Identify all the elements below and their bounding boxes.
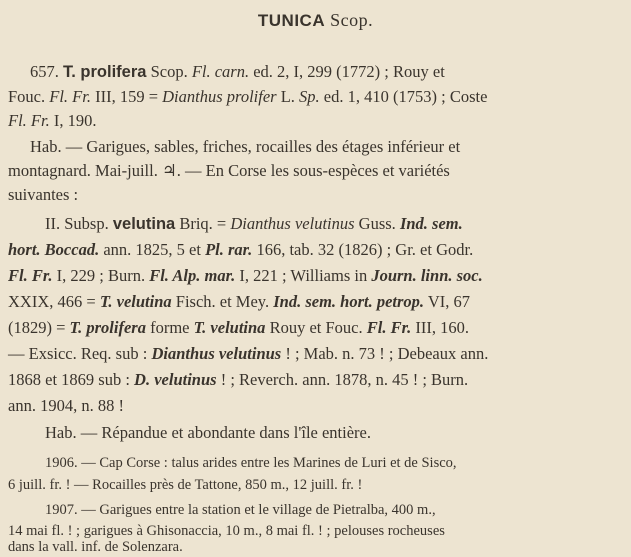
reference-detail: ed. 2, I, 299 (1772) ; Rouy et — [253, 62, 445, 81]
subsp-line-1 — [45, 214, 463, 234]
entry-657-line-2 — [8, 87, 487, 107]
text-segment: ed. 1, 410 (1753) ; Coste — [323, 87, 488, 106]
subsp-line-2 — [8, 240, 473, 260]
text-segment: I, 190. — [53, 111, 97, 130]
reference-title: hort. Boccad. — [8, 240, 100, 259]
text-segment: ann. 1825, 5 et — [103, 240, 201, 259]
reference-title: Sp. — [299, 87, 320, 106]
text-segment: I, 229 ; Burn. — [56, 266, 146, 285]
text-segment: VI, 67 — [427, 292, 471, 311]
text-segment: Guss. — [358, 214, 396, 233]
reference-title: Fl. Fr. — [8, 266, 53, 285]
record-1907-line-2: 14 mai fl. ! ; garigues à Ghisonaccia, 10 m., 8 mai fl. ! ; pelouses rocheuses — [8, 523, 445, 539]
reference-title: Ind. sem. hort. petrop. — [273, 292, 425, 311]
reference-title: Fl. Fr. — [366, 318, 412, 337]
text-segment: L. — [280, 87, 295, 106]
reference-title: Journ. linn. soc. — [371, 266, 483, 285]
text-segment: (1829) = — [8, 318, 66, 337]
species-author: Scop. — [150, 62, 188, 81]
subsp-line-3 — [8, 266, 483, 286]
record-1907-line-3: dans la vall. inf. de Solenzara. — [8, 539, 183, 555]
entry-number: 657. — [30, 62, 59, 81]
species-name: T. prolifera — [63, 63, 147, 81]
synonym-name: D. velutinus — [134, 370, 217, 389]
reference-title: Ind. sem. — [399, 214, 463, 233]
text-segment: forme — [150, 318, 190, 337]
reference-title: Fl. Fr. — [8, 111, 50, 130]
record-1906-line-1: 1906. — Cap Corse : talus arides entre les Marines de Luri et de Sisco, — [45, 455, 457, 471]
reference-title: Pl. rar. — [205, 240, 253, 259]
habitat-line-1: Hab. — Garigues, sables, friches, rocailles des étages inférieur et — [30, 137, 461, 156]
synonym-name: T. velutina — [99, 292, 172, 311]
subsp-line-8: ann. 1904, n. 88 ! — [8, 396, 124, 415]
entry-657-line-3 — [8, 111, 96, 131]
subsp-line-6 — [8, 344, 488, 364]
text-segment: II. Subsp. — [45, 214, 109, 233]
record-1907-line-1: 1907. — Garigues entre la station et le village de Pietralba, 400 m., — [45, 502, 436, 518]
text-segment: ! ; Mab. n. 73 ! ; Debeaux ann. — [285, 344, 489, 363]
text-segment: XXIX, 466 = — [8, 292, 96, 311]
genus-author: Scop. — [330, 10, 374, 30]
habitat-line-2: montagnard. Mai-juill. ♃. — En Corse les sous-espèces et variétés — [8, 161, 450, 180]
synonym-name: T. velutina — [193, 318, 266, 337]
synonym-name: T. prolifera — [69, 318, 146, 337]
text-segment: 1868 et 1869 sub : — [8, 370, 130, 389]
habitat-line-3: suivantes : — [8, 185, 79, 204]
subsp-line-4 — [8, 292, 470, 312]
text-segment: 166, tab. 32 (1826) ; Gr. et Godr. — [256, 240, 474, 259]
reference-title: Fl. Alp. mar. — [149, 266, 236, 285]
text-segment: Fouc. — [8, 87, 46, 106]
synonym-name: Dianthus prolifer — [162, 87, 277, 106]
text-segment: Rouy et Fouc. — [269, 318, 363, 337]
synonym-name: Dianthus velutinus — [151, 344, 282, 363]
text-segment: ! ; Reverch. ann. 1878, n. 45 ! ; Burn. — [220, 370, 469, 389]
reference-title: Fl. Fr. — [49, 87, 91, 106]
record-1906-line-2: 6 juill. fr. ! — Rocailles près de Tattone, 850 m., 12 juill. fr. ! — [8, 477, 363, 493]
subspecies-name: velutina — [112, 215, 176, 233]
synonym-name: Dianthus velutinus — [230, 214, 355, 233]
reference-title: Fl. carn. — [191, 62, 250, 81]
text-segment: III, 160. — [415, 318, 469, 337]
text-segment: Fisch. et Mey. — [175, 292, 270, 311]
genus-title: TUNICA — [257, 11, 326, 30]
subsp-habitat: Hab. — Répandue et abondante dans l'île entière. — [45, 423, 371, 442]
subsp-line-7 — [8, 370, 468, 390]
text-segment: I, 221 ; Williams in — [239, 266, 368, 285]
text-segment: Briq. = — [179, 214, 227, 233]
text-segment: III, 159 = — [95, 87, 159, 106]
page-header — [0, 10, 631, 31]
entry-657-line-1 — [30, 62, 445, 82]
text-segment: — Exsicc. Req. sub : — [8, 344, 148, 363]
subsp-line-5 — [8, 318, 469, 338]
